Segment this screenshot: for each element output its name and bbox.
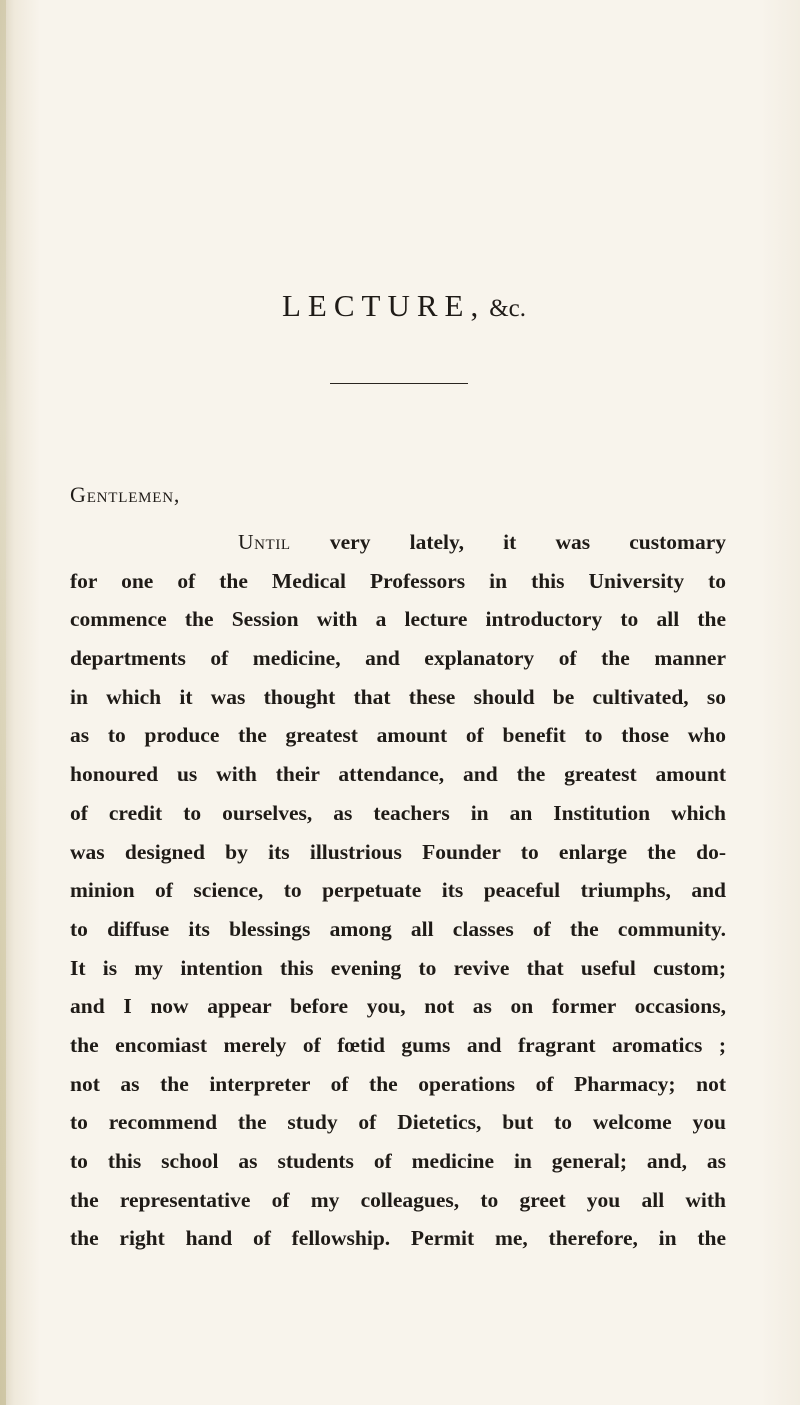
text-line: the representative of my colleagues, to greet you all with	[70, 1187, 726, 1212]
text-line-content: very lately, it was customary	[290, 530, 726, 554]
text-line: and I now appear before you, not as on former occasions,	[70, 994, 726, 1019]
text-line: not as the interpreter of the operations of Pharmacy; not	[70, 1071, 726, 1096]
text-line: honoured us with their attendance, and the greatest amount	[70, 762, 726, 787]
text-line: the right hand of fellowship. Permit me, therefore, in the	[70, 1226, 726, 1251]
heading-divider-rule	[330, 383, 468, 384]
lecture-title: LECTURE,	[281, 288, 486, 323]
lead-word: Until	[238, 530, 291, 554]
text-line: to recommend the study of Dietetics, but to welcome you	[70, 1110, 726, 1135]
text-line: to diffuse its blessings among all classes of the community.	[70, 916, 726, 941]
text-line: for one of the Medical Professors in this University to	[70, 568, 726, 593]
text-line: commence the Session with a lecture introductory to all the	[70, 607, 726, 632]
text-line: the encomiast merely of fœtid gums and fragrant aromatics ;	[70, 1032, 726, 1057]
text-line	[70, 523, 726, 562]
salutation: Gentlemen,	[70, 482, 181, 507]
text-line: as to produce the greatest amount of benefit to those who	[70, 723, 726, 748]
text-line: It is my intention this evening to revive that useful custom;	[70, 955, 726, 980]
text-line: of credit to ourselves, as teachers in an Institution which	[70, 800, 726, 825]
page-binding-edge	[0, 0, 6, 1405]
text-line: in which it was thought that these should be cultivated, so	[70, 684, 726, 709]
text-line: departments of medicine, and explanatory of the manner	[70, 646, 726, 671]
text-line: to this school as students of medicine in general; and, as	[70, 1149, 726, 1173]
text-line: minion of science, to perpetuate its peaceful triumphs, and	[70, 878, 726, 903]
lecture-heading	[0, 288, 800, 324]
lecture-title-suffix: &c.	[489, 295, 527, 322]
text-line: was designed by its illustrious Founder to enlarge the do-	[70, 839, 726, 864]
body-paragraph	[70, 523, 726, 1258]
